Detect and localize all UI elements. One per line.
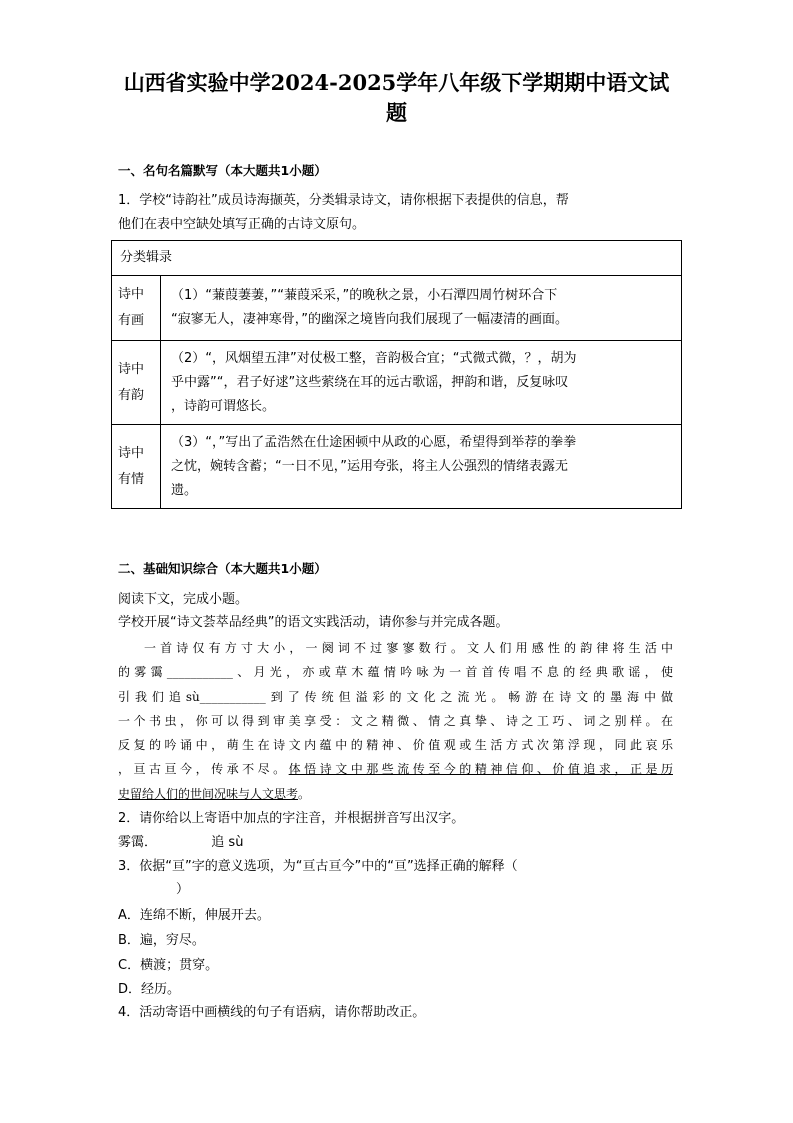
row-content-line: 乎中露”“，君子好逑”这些萦绕在耳的远古歌谣，押韵和谐，反复咏叹	[171, 374, 569, 390]
row-label	[112, 425, 161, 509]
activity-passage	[118, 636, 673, 806]
passage-line: 引我们追sù___________到了传统但溢彩的文化之流光。畅游在诗文的墨海中做	[118, 689, 673, 704]
row-label-line: 诗中	[118, 287, 145, 302]
row-label-line: 有情	[118, 471, 145, 487]
passage-line: 一首诗仅有方寸大小，一阕词不过寥寥数行。文人们用感性的韵律将生活中	[144, 641, 673, 655]
row-content-line: 遗。	[171, 482, 198, 498]
table-header-cell: 分类辑录	[112, 241, 682, 276]
section-1-heading: 一、名句名篇默写（本大题共1小题）	[118, 163, 327, 178]
row-content-line: ，诗韵可谓悠长。	[171, 398, 276, 414]
table-row	[112, 341, 682, 425]
title-line-1: 山西省实验中学2024-2025学年八年级下学期期中语文试	[123, 70, 670, 95]
row-content	[161, 341, 682, 425]
underlined-sentence-end: 史留给人们的世间况味与人文思考	[118, 786, 299, 801]
row-label	[112, 341, 161, 425]
underlined-sentence: 体悟诗文中那些流传至今的精神信仰、价值追求，正是历	[288, 762, 673, 777]
question-4: 4．活动寄语中画横线的句子有语病，请你帮助改正。	[118, 1005, 426, 1020]
reading-intro: 阅读下文，完成小题。	[118, 592, 249, 607]
option-c: C．横渡；贯穿。	[118, 958, 219, 973]
row-content-line: 之忱，婉转含蓄；“一日不见，”运用夸张，将主人公强烈的情绪表露无	[171, 458, 568, 474]
passage-line	[118, 782, 673, 806]
option-a: A．连绵不断，伸展开去。	[118, 908, 270, 923]
question-2: 2．请你给以上寄语中加点的字注音，并根据拼音写出汉字。	[118, 811, 465, 826]
option-d: D．经历。	[118, 982, 181, 997]
passage-line: 一个书虫，你可以得到审美享受：文之精微、情之真挚、诗之工巧、词之别样。在	[118, 713, 673, 728]
row-content	[161, 425, 682, 509]
question-1-line-1: 1．学校“诗韵社”成员诗海撷英，分类辑录诗文，请你根据下表提供的信息，帮	[118, 193, 569, 208]
row-label-line: 诗中	[118, 361, 145, 377]
page-title	[100, 68, 693, 128]
classification-table	[111, 240, 682, 509]
row-label-line: 诗中	[118, 445, 145, 461]
question-2-item-a: 雾霭．	[118, 835, 158, 850]
option-b: B．遍，穷尽。	[118, 933, 205, 948]
activity-intro: 学校开展“诗文荟萃品经典”的语文实践活动，请你参与并完成各题。	[118, 615, 509, 630]
table-header-row	[112, 241, 682, 276]
question-3-line-1: 3．依据“亘”字的意义选项，为“亘古亘今”中的“亘”选择正确的解释（	[118, 859, 518, 874]
question-3-line-2: ）	[176, 882, 190, 897]
title-line-2: 题	[386, 100, 407, 125]
row-label-line: 有画	[118, 313, 145, 328]
row-content-line: （3）“，”写出了孟浩然在仕途困顿中从政的心愿，希望得到举荐的拳拳	[171, 434, 577, 450]
passage-line: 反复的吟诵中，萌生在诗文内蕴中的精神、价值观或生活方式次第浮现，同此哀乐	[118, 738, 673, 753]
row-content-line: （1）“蒹葭萋萋，”“蒹葭采采，”的晚秋之景，小石潭四周竹树环合下	[171, 288, 558, 303]
question-1-line-2: 他们在表中空缺处填写正确的古诗文原句。	[118, 217, 366, 232]
row-content	[161, 276, 682, 341]
passage-line: 的雾霭___________、月光，亦或草木蕴情吟咏为一首首传唱不息的经典歌谣，使	[118, 665, 673, 680]
section-2-heading: 二、基础知识综合（本大题共1小题）	[118, 561, 327, 576]
table-row	[112, 276, 682, 341]
passage-text: ，亘古亘今，传承不尽。	[118, 762, 289, 777]
question-2-item-b: 追 sù	[211, 835, 244, 850]
question-2-items	[118, 831, 243, 855]
row-content-line: “寂寥无人，凄神寒骨，”的幽深之境皆向我们展现了一幅凄清的画面。	[171, 312, 568, 327]
passage-line	[118, 757, 673, 781]
row-label-line: 有韵	[118, 387, 145, 403]
table-row	[112, 425, 682, 509]
row-content-line: （2）“，风烟望五津”对仗极工整，音韵极合宜；“式微式微，？，胡为	[171, 350, 577, 366]
row-label	[112, 276, 161, 341]
passage-text: 。	[298, 786, 311, 801]
